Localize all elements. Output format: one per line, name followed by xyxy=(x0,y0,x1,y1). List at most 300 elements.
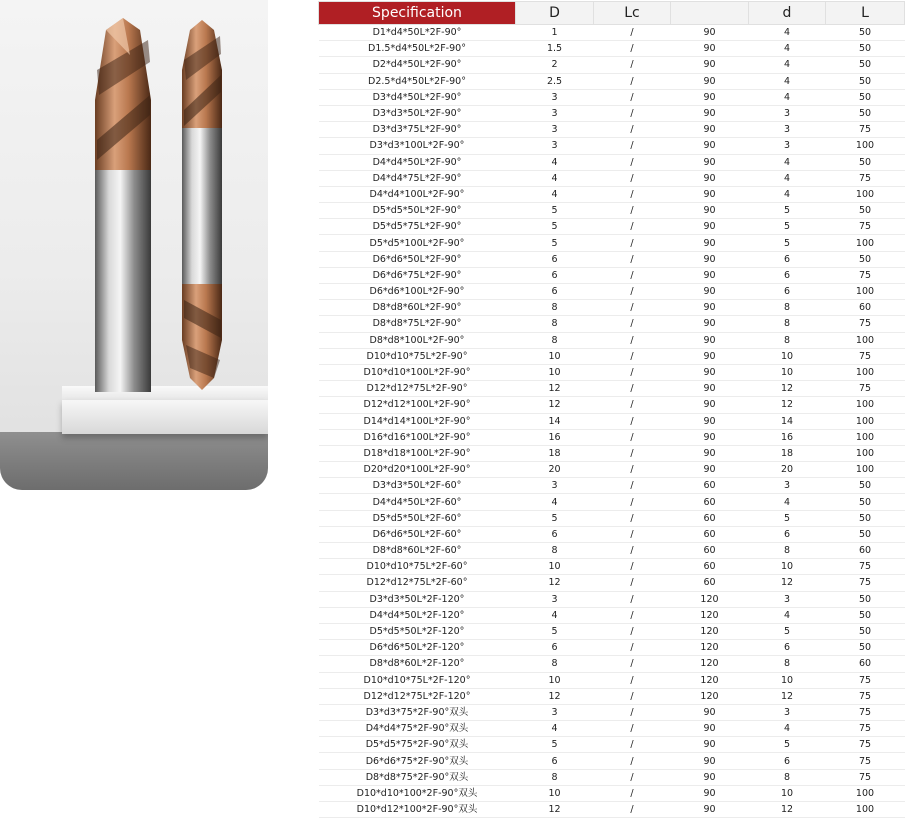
cell-d-upper: 4 xyxy=(516,186,594,202)
cell-lc: / xyxy=(594,623,671,639)
single-end-drill xyxy=(95,18,151,392)
cell-angle: 120 xyxy=(671,688,749,704)
table-row xyxy=(319,526,905,542)
table-row xyxy=(319,429,905,445)
cell-specification: D3*d3*75*2F-90°双头 xyxy=(319,704,516,720)
cell-angle: 120 xyxy=(671,656,749,672)
cell-l: 75 xyxy=(826,721,905,737)
cell-angle: 90 xyxy=(671,25,749,41)
cell-angle: 90 xyxy=(671,332,749,348)
cell-lc: / xyxy=(594,591,671,607)
cell-specification: D8*d8*100L*2F-90° xyxy=(319,332,516,348)
table-row xyxy=(319,445,905,461)
cell-d-upper: 2.5 xyxy=(516,73,594,89)
cell-lc: / xyxy=(594,105,671,121)
cell-l: 60 xyxy=(826,300,905,316)
cell-specification: D12*d12*100L*2F-90° xyxy=(319,397,516,413)
cell-specification: D18*d18*100L*2F-90° xyxy=(319,445,516,461)
table-row xyxy=(319,381,905,397)
cell-lc: / xyxy=(594,429,671,445)
table-row xyxy=(319,575,905,591)
cell-angle: 90 xyxy=(671,154,749,170)
cell-specification: D14*d14*100L*2F-90° xyxy=(319,413,516,429)
cell-specification: D2.5*d4*50L*2F-90° xyxy=(319,73,516,89)
cell-d-lower: 8 xyxy=(749,332,826,348)
cell-specification: D8*d8*75L*2F-90° xyxy=(319,316,516,332)
cell-specification: D8*d8*60L*2F-60° xyxy=(319,543,516,559)
column-header-d-upper: D xyxy=(516,2,594,25)
cell-l: 100 xyxy=(826,186,905,202)
cell-l: 50 xyxy=(826,478,905,494)
cell-d-lower: 12 xyxy=(749,381,826,397)
cell-angle: 90 xyxy=(671,300,749,316)
table-row xyxy=(319,332,905,348)
cell-angle: 60 xyxy=(671,559,749,575)
cell-l: 50 xyxy=(826,41,905,57)
cell-specification: D4*d4*50L*2F-120° xyxy=(319,607,516,623)
cell-specification: D1.5*d4*50L*2F-90° xyxy=(319,41,516,57)
cell-d-upper: 16 xyxy=(516,429,594,445)
cell-angle: 90 xyxy=(671,364,749,380)
table-row xyxy=(319,510,905,526)
cell-l: 75 xyxy=(826,381,905,397)
table-row xyxy=(319,559,905,575)
cell-l: 50 xyxy=(826,510,905,526)
cell-lc: / xyxy=(594,203,671,219)
cell-lc: / xyxy=(594,138,671,154)
table-row xyxy=(319,672,905,688)
cell-d-upper: 8 xyxy=(516,543,594,559)
cell-angle: 90 xyxy=(671,235,749,251)
cell-d-lower: 4 xyxy=(749,721,826,737)
cell-specification: D3*d3*100L*2F-90° xyxy=(319,138,516,154)
cell-lc: / xyxy=(594,235,671,251)
cell-specification: D3*d4*50L*2F-90° xyxy=(319,89,516,105)
cell-d-upper: 4 xyxy=(516,607,594,623)
table-row xyxy=(319,267,905,283)
cell-d-upper: 5 xyxy=(516,510,594,526)
cell-d-lower: 3 xyxy=(749,138,826,154)
cell-specification: D5*d5*50L*2F-60° xyxy=(319,510,516,526)
cell-lc: / xyxy=(594,704,671,720)
table-row xyxy=(319,785,905,801)
cell-specification: D20*d20*100L*2F-90° xyxy=(319,462,516,478)
cell-d-lower: 3 xyxy=(749,122,826,138)
cell-angle: 90 xyxy=(671,284,749,300)
cell-l: 75 xyxy=(826,688,905,704)
table-row xyxy=(319,89,905,105)
cell-l: 75 xyxy=(826,769,905,785)
cell-angle: 60 xyxy=(671,575,749,591)
double-end-drill xyxy=(182,20,222,390)
cell-specification: D4*d4*50L*2F-90° xyxy=(319,154,516,170)
cell-angle: 120 xyxy=(671,591,749,607)
cell-lc: / xyxy=(594,89,671,105)
cell-d-upper: 6 xyxy=(516,251,594,267)
cell-specification: D4*d4*50L*2F-60° xyxy=(319,494,516,510)
cell-specification: D10*d10*100L*2F-90° xyxy=(319,364,516,380)
cell-l: 75 xyxy=(826,267,905,283)
cell-lc: / xyxy=(594,397,671,413)
cell-d-lower: 4 xyxy=(749,57,826,73)
cell-l: 50 xyxy=(826,494,905,510)
cell-angle: 90 xyxy=(671,802,749,818)
cell-specification: D5*d5*75*2F-90°双头 xyxy=(319,737,516,753)
cell-angle: 90 xyxy=(671,105,749,121)
table-row xyxy=(319,462,905,478)
cell-d-upper: 18 xyxy=(516,445,594,461)
cell-d-lower: 10 xyxy=(749,785,826,801)
cell-l: 60 xyxy=(826,656,905,672)
table-row xyxy=(319,397,905,413)
cell-specification: D8*d8*75*2F-90°双头 xyxy=(319,769,516,785)
cell-lc: / xyxy=(594,251,671,267)
table-row xyxy=(319,721,905,737)
cell-angle: 90 xyxy=(671,737,749,753)
cell-specification: D6*d6*50L*2F-120° xyxy=(319,640,516,656)
cell-d-lower: 3 xyxy=(749,478,826,494)
table-row xyxy=(319,170,905,186)
table-row xyxy=(319,235,905,251)
cell-d-lower: 5 xyxy=(749,219,826,235)
cell-lc: / xyxy=(594,364,671,380)
cell-lc: / xyxy=(594,284,671,300)
cell-angle: 90 xyxy=(671,170,749,186)
cell-d-upper: 4 xyxy=(516,494,594,510)
table-row xyxy=(319,769,905,785)
cell-d-lower: 10 xyxy=(749,672,826,688)
cell-l: 50 xyxy=(826,526,905,542)
table-row xyxy=(319,154,905,170)
table-row xyxy=(319,704,905,720)
cell-d-lower: 8 xyxy=(749,769,826,785)
cell-angle: 90 xyxy=(671,89,749,105)
cell-l: 100 xyxy=(826,445,905,461)
cell-lc: / xyxy=(594,300,671,316)
cell-lc: / xyxy=(594,332,671,348)
spot-drill-illustration xyxy=(0,0,268,490)
cell-l: 75 xyxy=(826,559,905,575)
cell-lc: / xyxy=(594,219,671,235)
cell-d-upper: 12 xyxy=(516,397,594,413)
cell-specification: D8*d8*60L*2F-120° xyxy=(319,656,516,672)
cell-d-upper: 6 xyxy=(516,284,594,300)
cell-d-upper: 10 xyxy=(516,785,594,801)
cell-lc: / xyxy=(594,721,671,737)
cell-d-lower: 6 xyxy=(749,284,826,300)
cell-angle: 60 xyxy=(671,510,749,526)
cell-specification: D5*d5*75L*2F-90° xyxy=(319,219,516,235)
cell-angle: 90 xyxy=(671,73,749,89)
cell-d-upper: 1 xyxy=(516,25,594,41)
cell-specification: D6*d6*75*2F-90°双头 xyxy=(319,753,516,769)
table-body xyxy=(319,25,905,818)
cell-specification: D4*d4*75L*2F-90° xyxy=(319,170,516,186)
table-row xyxy=(319,316,905,332)
cell-d-upper: 10 xyxy=(516,364,594,380)
cell-lc: / xyxy=(594,57,671,73)
cell-l: 50 xyxy=(826,623,905,639)
cell-d-lower: 5 xyxy=(749,235,826,251)
cell-d-upper: 5 xyxy=(516,623,594,639)
cell-lc: / xyxy=(594,753,671,769)
cell-d-upper: 3 xyxy=(516,122,594,138)
cell-specification: D3*d3*50L*2F-120° xyxy=(319,591,516,607)
cell-l: 75 xyxy=(826,348,905,364)
cell-d-lower: 4 xyxy=(749,170,826,186)
cell-angle: 90 xyxy=(671,203,749,219)
cell-lc: / xyxy=(594,656,671,672)
cell-l: 60 xyxy=(826,543,905,559)
table-row xyxy=(319,640,905,656)
cell-l: 50 xyxy=(826,251,905,267)
cell-angle: 90 xyxy=(671,381,749,397)
cell-angle: 120 xyxy=(671,607,749,623)
cell-l: 100 xyxy=(826,785,905,801)
cell-specification: D4*d4*100L*2F-90° xyxy=(319,186,516,202)
cell-l: 100 xyxy=(826,413,905,429)
cell-angle: 90 xyxy=(671,122,749,138)
cell-specification: D8*d8*60L*2F-90° xyxy=(319,300,516,316)
cell-specification: D10*d12*100*2F-90°双头 xyxy=(319,802,516,818)
cell-d-lower: 6 xyxy=(749,251,826,267)
cell-d-lower: 5 xyxy=(749,510,826,526)
cell-lc: / xyxy=(594,607,671,623)
cell-d-lower: 10 xyxy=(749,348,826,364)
cell-specification: D10*d10*100*2F-90°双头 xyxy=(319,785,516,801)
cell-lc: / xyxy=(594,122,671,138)
cell-specification: D4*d4*75*2F-90°双头 xyxy=(319,721,516,737)
cell-d-lower: 12 xyxy=(749,688,826,704)
cell-d-upper: 1.5 xyxy=(516,41,594,57)
cell-lc: / xyxy=(594,478,671,494)
cell-angle: 90 xyxy=(671,785,749,801)
cell-d-upper: 8 xyxy=(516,769,594,785)
cell-d-lower: 12 xyxy=(749,397,826,413)
cell-d-upper: 3 xyxy=(516,89,594,105)
table-row xyxy=(319,591,905,607)
cell-d-lower: 4 xyxy=(749,607,826,623)
cell-d-lower: 4 xyxy=(749,89,826,105)
cell-d-upper: 6 xyxy=(516,526,594,542)
cell-specification: D5*d5*50L*2F-90° xyxy=(319,203,516,219)
cell-l: 100 xyxy=(826,284,905,300)
cell-l: 50 xyxy=(826,640,905,656)
cell-l: 50 xyxy=(826,203,905,219)
cell-lc: / xyxy=(594,154,671,170)
cell-l: 50 xyxy=(826,25,905,41)
cell-angle: 90 xyxy=(671,138,749,154)
cell-angle: 90 xyxy=(671,219,749,235)
table-row xyxy=(319,413,905,429)
cell-d-upper: 5 xyxy=(516,219,594,235)
cell-d-upper: 12 xyxy=(516,802,594,818)
cell-d-lower: 4 xyxy=(749,186,826,202)
cell-d-upper: 20 xyxy=(516,462,594,478)
cell-lc: / xyxy=(594,462,671,478)
cell-d-lower: 6 xyxy=(749,640,826,656)
cell-angle: 120 xyxy=(671,640,749,656)
table-row xyxy=(319,25,905,41)
table-row xyxy=(319,122,905,138)
cell-d-upper: 12 xyxy=(516,575,594,591)
cell-d-lower: 5 xyxy=(749,203,826,219)
cell-angle: 90 xyxy=(671,445,749,461)
cell-specification: D3*d3*50L*2F-90° xyxy=(319,105,516,121)
cell-l: 50 xyxy=(826,607,905,623)
cell-angle: 90 xyxy=(671,413,749,429)
table-row xyxy=(319,105,905,121)
cell-specification: D10*d10*75L*2F-90° xyxy=(319,348,516,364)
table-row xyxy=(319,543,905,559)
cell-l: 100 xyxy=(826,138,905,154)
cell-d-lower: 4 xyxy=(749,154,826,170)
table-row xyxy=(319,138,905,154)
cell-lc: / xyxy=(594,267,671,283)
cell-l: 50 xyxy=(826,105,905,121)
cell-l: 100 xyxy=(826,429,905,445)
cell-lc: / xyxy=(594,348,671,364)
cell-d-upper: 2 xyxy=(516,57,594,73)
cell-l: 75 xyxy=(826,704,905,720)
cell-d-upper: 6 xyxy=(516,753,594,769)
cell-lc: / xyxy=(594,316,671,332)
table-row xyxy=(319,364,905,380)
column-header-angle xyxy=(671,2,749,25)
cell-lc: / xyxy=(594,526,671,542)
table-row xyxy=(319,802,905,818)
cell-d-upper: 3 xyxy=(516,704,594,720)
cell-d-upper: 10 xyxy=(516,672,594,688)
cell-d-upper: 4 xyxy=(516,721,594,737)
cell-l: 100 xyxy=(826,235,905,251)
cell-d-lower: 4 xyxy=(749,73,826,89)
cell-angle: 90 xyxy=(671,348,749,364)
cell-angle: 60 xyxy=(671,494,749,510)
cell-d-upper: 3 xyxy=(516,138,594,154)
cell-d-lower: 14 xyxy=(749,413,826,429)
table-row xyxy=(319,607,905,623)
cell-d-upper: 6 xyxy=(516,640,594,656)
cell-angle: 90 xyxy=(671,186,749,202)
cell-specification: D10*d10*75L*2F-60° xyxy=(319,559,516,575)
cell-d-upper: 3 xyxy=(516,105,594,121)
table-header-row xyxy=(319,2,905,25)
cell-l: 100 xyxy=(826,397,905,413)
cell-specification: D5*d5*100L*2F-90° xyxy=(319,235,516,251)
cell-d-upper: 12 xyxy=(516,688,594,704)
table-row xyxy=(319,348,905,364)
cell-l: 75 xyxy=(826,753,905,769)
cell-d-lower: 4 xyxy=(749,41,826,57)
cell-lc: / xyxy=(594,543,671,559)
column-header-lc: Lc xyxy=(594,2,671,25)
cell-specification: D2*d4*50L*2F-90° xyxy=(319,57,516,73)
column-header-specification: Specification xyxy=(319,2,516,25)
cell-l: 100 xyxy=(826,332,905,348)
cell-l: 50 xyxy=(826,154,905,170)
table-row xyxy=(319,623,905,639)
cell-angle: 90 xyxy=(671,267,749,283)
cell-d-upper: 8 xyxy=(516,300,594,316)
cell-d-upper: 10 xyxy=(516,559,594,575)
cell-lc: / xyxy=(594,494,671,510)
cell-angle: 120 xyxy=(671,672,749,688)
table-row xyxy=(319,41,905,57)
cell-d-upper: 3 xyxy=(516,478,594,494)
cell-l: 100 xyxy=(826,462,905,478)
cell-angle: 90 xyxy=(671,704,749,720)
cell-d-lower: 3 xyxy=(749,591,826,607)
cell-lc: / xyxy=(594,802,671,818)
cell-angle: 90 xyxy=(671,769,749,785)
column-header-d-lower: d xyxy=(749,2,826,25)
cell-d-lower: 5 xyxy=(749,623,826,639)
cell-specification: D12*d12*75L*2F-90° xyxy=(319,381,516,397)
table-row xyxy=(319,219,905,235)
cell-d-upper: 14 xyxy=(516,413,594,429)
cell-d-lower: 10 xyxy=(749,559,826,575)
cell-lc: / xyxy=(594,445,671,461)
cell-d-upper: 8 xyxy=(516,332,594,348)
cell-l: 75 xyxy=(826,122,905,138)
cell-d-lower: 8 xyxy=(749,300,826,316)
cell-angle: 90 xyxy=(671,721,749,737)
cell-d-upper: 4 xyxy=(516,170,594,186)
specification-table xyxy=(318,1,905,818)
cell-lc: / xyxy=(594,640,671,656)
cell-d-upper: 10 xyxy=(516,348,594,364)
cell-d-lower: 8 xyxy=(749,543,826,559)
cell-lc: / xyxy=(594,672,671,688)
table-row xyxy=(319,494,905,510)
cell-d-upper: 12 xyxy=(516,381,594,397)
cell-specification: D12*d12*75L*2F-120° xyxy=(319,688,516,704)
cell-d-lower: 12 xyxy=(749,575,826,591)
cell-lc: / xyxy=(594,510,671,526)
cell-angle: 90 xyxy=(671,57,749,73)
cell-d-lower: 3 xyxy=(749,704,826,720)
cell-d-upper: 8 xyxy=(516,316,594,332)
cell-lc: / xyxy=(594,688,671,704)
product-photo xyxy=(0,0,268,490)
cell-specification: D1*d4*50L*2F-90° xyxy=(319,25,516,41)
cell-d-lower: 4 xyxy=(749,494,826,510)
table-row xyxy=(319,284,905,300)
cell-specification: D6*d6*50L*2F-90° xyxy=(319,251,516,267)
cell-angle: 60 xyxy=(671,526,749,542)
cell-d-upper: 4 xyxy=(516,154,594,170)
cell-l: 50 xyxy=(826,73,905,89)
cell-specification: D3*d3*50L*2F-60° xyxy=(319,478,516,494)
cell-d-lower: 12 xyxy=(749,802,826,818)
table-row xyxy=(319,300,905,316)
cell-d-lower: 6 xyxy=(749,526,826,542)
table-row xyxy=(319,73,905,89)
cell-d-lower: 4 xyxy=(749,25,826,41)
cell-l: 75 xyxy=(826,575,905,591)
cell-d-upper: 5 xyxy=(516,737,594,753)
cell-lc: / xyxy=(594,73,671,89)
cell-angle: 60 xyxy=(671,478,749,494)
cell-lc: / xyxy=(594,769,671,785)
cell-d-lower: 8 xyxy=(749,656,826,672)
table-row xyxy=(319,57,905,73)
cell-l: 50 xyxy=(826,57,905,73)
cell-specification: D10*d10*75L*2F-120° xyxy=(319,672,516,688)
table-row xyxy=(319,753,905,769)
cell-d-lower: 5 xyxy=(749,737,826,753)
